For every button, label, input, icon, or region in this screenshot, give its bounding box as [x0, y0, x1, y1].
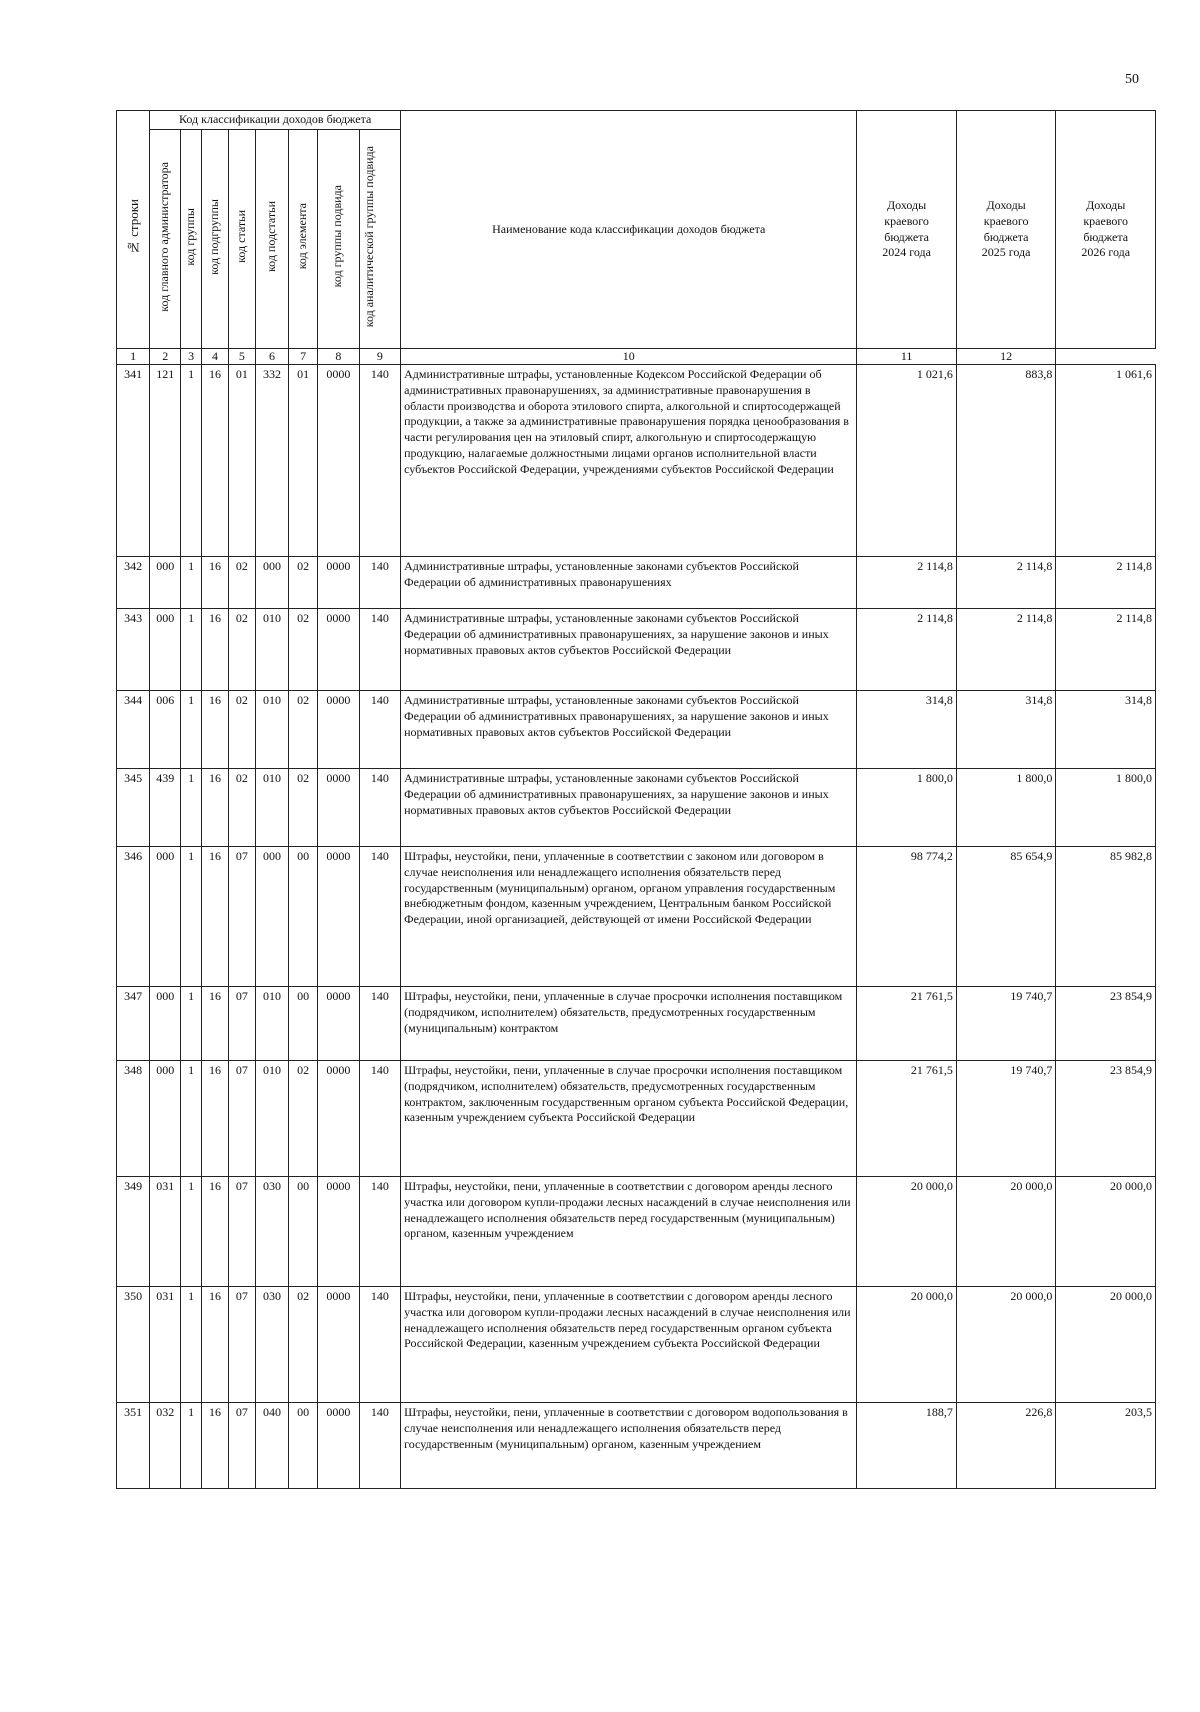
table-row: [117, 365, 1156, 557]
column-numbers-row: [117, 349, 1156, 365]
income-2024: 21 761,5: [857, 1061, 957, 1177]
admin-code: 000: [150, 557, 181, 609]
analytic-group-code: 140: [359, 769, 401, 847]
subarticle-code: 010: [255, 609, 288, 691]
code-name: Штрафы, неустойки, пени, уплаченные в случае просрочки исполнения поставщиком (подрядчиком, исполнителем) обязательств, предусмотренных государственным контрактом, заключенным государственным органом субъекта Российской Федерации, казенным учреждением субъекта Российской Федерации: [401, 1061, 857, 1177]
row-number: 349: [117, 1177, 150, 1287]
article-code: 02: [228, 691, 255, 769]
row-number: 345: [117, 769, 150, 847]
table-row: [117, 1061, 1156, 1177]
income-2024: 20 000,0: [857, 1177, 957, 1287]
subtype-group-code: 0000: [318, 691, 359, 769]
header-code-name: Наименование кода классификации доходов бюджета: [401, 111, 857, 349]
column-number: 10: [401, 349, 857, 365]
column-number: 3: [181, 349, 202, 365]
article-code: 01: [228, 365, 255, 557]
article-code: 02: [228, 769, 255, 847]
subarticle-code: 010: [255, 691, 288, 769]
admin-code: 006: [150, 691, 181, 769]
income-2024: 21 761,5: [857, 987, 957, 1061]
element-code: 01: [289, 365, 318, 557]
income-2025: 314,8: [956, 691, 1056, 769]
row-number: 342: [117, 557, 150, 609]
subtype-group-code: 0000: [318, 1061, 359, 1177]
header-classification-code: Код классификации доходов бюджета: [150, 111, 401, 130]
income-2024: 20 000,0: [857, 1287, 957, 1403]
subarticle-code: 000: [255, 847, 288, 987]
code-name: Штрафы, неустойки, пени, уплаченные в соответствии с законом или договором в случае неисполнения или ненадлежащего исполнения обязательств перед государственным (муниципальным) органом, органом управления государственным внебюджетным фондом, казенным учреждением, Центральным банком Российской Федерации, иной организацией, действующей от имени Российской Федерации: [401, 847, 857, 987]
subarticle-code: 010: [255, 769, 288, 847]
code-name: Административные штрафы, установленные законами субъектов Российской Федерации об административных правонарушениях: [401, 557, 857, 609]
subtype-group-code: 0000: [318, 847, 359, 987]
element-code: 02: [289, 1287, 318, 1403]
admin-code: 121: [150, 365, 181, 557]
income-2026: 20 000,0: [1056, 1177, 1156, 1287]
admin-code: 031: [150, 1177, 181, 1287]
analytic-group-code: 140: [359, 557, 401, 609]
subgroup-code: 16: [202, 365, 229, 557]
column-number: 6: [255, 349, 288, 365]
group-code: 1: [181, 365, 202, 557]
subgroup-code: 16: [202, 1287, 229, 1403]
article-code: 07: [228, 1403, 255, 1489]
row-number: 347: [117, 987, 150, 1061]
article-code: 07: [228, 987, 255, 1061]
column-number: 2: [150, 349, 181, 365]
income-2024: 1 021,6: [857, 365, 957, 557]
group-code: 1: [181, 557, 202, 609]
table-row: [117, 987, 1156, 1061]
income-2026: 23 854,9: [1056, 1061, 1156, 1177]
income-2026: 314,8: [1056, 691, 1156, 769]
header-subgroup-code: код подгруппы: [202, 130, 229, 349]
income-2025: 19 740,7: [956, 987, 1056, 1061]
subtype-group-code: 0000: [318, 609, 359, 691]
group-code: 1: [181, 1403, 202, 1489]
admin-code: 439: [150, 769, 181, 847]
income-2024: 188,7: [857, 1403, 957, 1489]
row-number: 344: [117, 691, 150, 769]
table-row: [117, 1287, 1156, 1403]
element-code: 02: [289, 1061, 318, 1177]
group-code: 1: [181, 1061, 202, 1177]
income-2026: 1 800,0: [1056, 769, 1156, 847]
header-element-code: код элемента: [289, 130, 318, 349]
income-2024: 2 114,8: [857, 557, 957, 609]
income-2024: 1 800,0: [857, 769, 957, 847]
income-2025: 1 800,0: [956, 769, 1056, 847]
subgroup-code: 16: [202, 769, 229, 847]
budget-income-table: [116, 110, 1156, 1489]
code-name: Штрафы, неустойки, пени, уплаченные в случае просрочки исполнения поставщиком (подрядчиком, исполнителем) обязательств, предусмотренных государственным (муниципальным) контрактом: [401, 987, 857, 1061]
income-2024: 98 774,2: [857, 847, 957, 987]
code-name: Административные штрафы, установленные Кодексом Российской Федерации об административных правонарушениях, за административные правонарушения в области производства и оборота этилового спирта, алкогольной и спиртосодержащей продукции, а также за административные правонарушения порядка ценообразования в части регулирования цен на этиловый спирт, алкогольную и спиртосодержащую продукцию, налагаемые должностными лицами органов исполнительной власти субъектов Российской Федерации, учреждениями субъектов Российской Федерации: [401, 365, 857, 557]
subgroup-code: 16: [202, 1061, 229, 1177]
income-2025: 2 114,8: [956, 609, 1056, 691]
row-number: 346: [117, 847, 150, 987]
subtype-group-code: 0000: [318, 769, 359, 847]
subgroup-code: 16: [202, 557, 229, 609]
income-2025: 2 114,8: [956, 557, 1056, 609]
analytic-group-code: 140: [359, 1177, 401, 1287]
subtype-group-code: 0000: [318, 557, 359, 609]
analytic-group-code: 140: [359, 847, 401, 987]
subtype-group-code: 0000: [318, 1177, 359, 1287]
subgroup-code: 16: [202, 847, 229, 987]
table-row: [117, 1177, 1156, 1287]
subtype-group-code: 0000: [318, 1287, 359, 1403]
column-number: 8: [318, 349, 359, 365]
article-code: 07: [228, 1177, 255, 1287]
subgroup-code: 16: [202, 1403, 229, 1489]
header-admin-code: код главного администратора: [150, 130, 181, 349]
code-name: Административные штрафы, установленные законами субъектов Российской Федерации об административных правонарушениях, за нарушение законов и иных нормативных правовых актов субъектов Российской Федерации: [401, 691, 857, 769]
table-row: [117, 1403, 1156, 1489]
analytic-group-code: 140: [359, 691, 401, 769]
subarticle-code: 010: [255, 1061, 288, 1177]
income-2026: 20 000,0: [1056, 1287, 1156, 1403]
income-2024: 2 114,8: [857, 609, 957, 691]
analytic-group-code: 140: [359, 1403, 401, 1489]
income-2025: 883,8: [956, 365, 1056, 557]
analytic-group-code: 140: [359, 365, 401, 557]
header-article-code: код статьи: [228, 130, 255, 349]
subgroup-code: 16: [202, 691, 229, 769]
subgroup-code: 16: [202, 609, 229, 691]
element-code: 02: [289, 557, 318, 609]
income-2026: 2 114,8: [1056, 609, 1156, 691]
table-row: [117, 691, 1156, 769]
article-code: 07: [228, 1061, 255, 1177]
code-name: Штрафы, неустойки, пени, уплаченные в соответствии с договором аренды лесного участка или договором купли-продажи лесных насаждений в случае неисполнения или ненадлежащего исполнения обязательств перед государственным (муниципальным) органом, казенным учреждением: [401, 1177, 857, 1287]
column-number: 9: [359, 349, 401, 365]
analytic-group-code: 140: [359, 987, 401, 1061]
income-2026: 1 061,6: [1056, 365, 1156, 557]
header-group-code: код группы: [181, 130, 202, 349]
table-row: [117, 847, 1156, 987]
column-number: 12: [956, 349, 1056, 365]
subarticle-code: 040: [255, 1403, 288, 1489]
admin-code: 000: [150, 847, 181, 987]
header-income-2025: Доходы краевого бюджета 2025 года: [956, 111, 1056, 349]
admin-code: 031: [150, 1287, 181, 1403]
income-2026: 23 854,9: [1056, 987, 1156, 1061]
code-name: Штрафы, неустойки, пени, уплаченные в соответствии с договором аренды лесного участка или договором купли-продажи лесных насаждений в случае неисполнения или ненадлежащего исполнения обязательств перед государственным органом субъекта Российской Федерации, казенным учреждением субъекта Российской Федерации: [401, 1287, 857, 1403]
code-name: Административные штрафы, установленные законами субъектов Российской Федерации об административных правонарушениях, за нарушение законов и иных нормативных правовых актов субъектов Российской Федерации: [401, 609, 857, 691]
admin-code: 000: [150, 609, 181, 691]
row-number: 350: [117, 1287, 150, 1403]
group-code: 1: [181, 847, 202, 987]
subarticle-code: 030: [255, 1177, 288, 1287]
income-2025: 20 000,0: [956, 1177, 1056, 1287]
page-number: 50: [1125, 72, 1139, 87]
group-code: 1: [181, 609, 202, 691]
analytic-group-code: 140: [359, 1061, 401, 1177]
element-code: 02: [289, 769, 318, 847]
group-code: 1: [181, 691, 202, 769]
admin-code: 000: [150, 1061, 181, 1177]
income-2025: 19 740,7: [956, 1061, 1056, 1177]
income-2024: 314,8: [857, 691, 957, 769]
element-code: 02: [289, 691, 318, 769]
income-2026: 85 982,8: [1056, 847, 1156, 987]
subtype-group-code: 0000: [318, 987, 359, 1061]
analytic-group-code: 140: [359, 609, 401, 691]
table-row: [117, 557, 1156, 609]
group-code: 1: [181, 987, 202, 1061]
income-2025: 85 654,9: [956, 847, 1056, 987]
column-number: 7: [289, 349, 318, 365]
admin-code: 000: [150, 987, 181, 1061]
income-2026: 2 114,8: [1056, 557, 1156, 609]
header-row-number: № строки: [117, 111, 150, 349]
element-code: 00: [289, 1403, 318, 1489]
row-number: 351: [117, 1403, 150, 1489]
row-number: 348: [117, 1061, 150, 1177]
article-code: 02: [228, 557, 255, 609]
subarticle-code: 332: [255, 365, 288, 557]
income-2026: 203,5: [1056, 1403, 1156, 1489]
element-code: 00: [289, 847, 318, 987]
article-code: 07: [228, 847, 255, 987]
admin-code: 032: [150, 1403, 181, 1489]
subgroup-code: 16: [202, 1177, 229, 1287]
subarticle-code: 030: [255, 1287, 288, 1403]
subarticle-code: 010: [255, 987, 288, 1061]
header-income-2024: Доходы краевого бюджета 2024 года: [857, 111, 957, 349]
column-number: 11: [857, 349, 957, 365]
code-name: Административные штрафы, установленные законами субъектов Российской Федерации об административных правонарушениях, за нарушение законов и иных нормативных правовых актов субъектов Российской Федерации: [401, 769, 857, 847]
header-analytic-group-code: код аналитической группы подвида: [359, 130, 401, 349]
header-subtype-group-code: код группы подвида: [318, 130, 359, 349]
row-number: 343: [117, 609, 150, 691]
column-number: 1: [117, 349, 150, 365]
article-code: 07: [228, 1287, 255, 1403]
income-2025: 20 000,0: [956, 1287, 1056, 1403]
code-name: Штрафы, неустойки, пени, уплаченные в соответствии с договором водопользования в случае неисполнения или ненадлежащего исполнения обязательств перед государственным (муниципальным) органом, казенным учреждением: [401, 1403, 857, 1489]
subgroup-code: 16: [202, 987, 229, 1061]
group-code: 1: [181, 769, 202, 847]
column-number: 5: [228, 349, 255, 365]
analytic-group-code: 140: [359, 1287, 401, 1403]
article-code: 02: [228, 609, 255, 691]
subtype-group-code: 0000: [318, 1403, 359, 1489]
subtype-group-code: 0000: [318, 365, 359, 557]
header-income-2026: Доходы краевого бюджета 2026 года: [1056, 111, 1156, 349]
element-code: 00: [289, 987, 318, 1061]
element-code: 02: [289, 609, 318, 691]
table-row: [117, 769, 1156, 847]
income-2025: 226,8: [956, 1403, 1056, 1489]
table-row: [117, 609, 1156, 691]
header-subarticle-code: код подстатьи: [255, 130, 288, 349]
row-number: 341: [117, 365, 150, 557]
element-code: 00: [289, 1177, 318, 1287]
group-code: 1: [181, 1177, 202, 1287]
group-code: 1: [181, 1287, 202, 1403]
column-number: 4: [202, 349, 229, 365]
subarticle-code: 000: [255, 557, 288, 609]
